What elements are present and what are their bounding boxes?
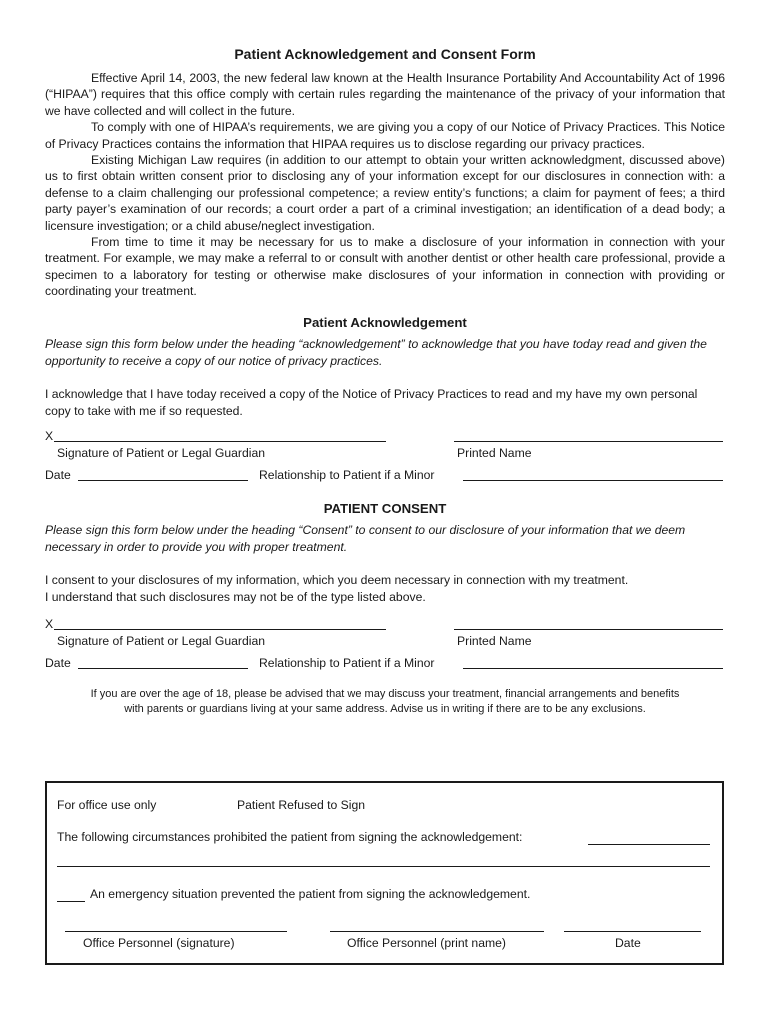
age-notice-line-2: with parents or guardians living at your same address. Advise us in writing if there are to be any exclusions. <box>124 702 646 715</box>
age-notice-line-1: If you are over the age of 18, please be advised that we may discuss your treatment, financial arrangements and benefits <box>90 687 680 700</box>
consent-statement-line-2: I understand that such disclosures may not be of the type listed above. <box>45 589 426 604</box>
printed-name-line[interactable] <box>454 441 723 442</box>
date-line[interactable] <box>78 668 248 669</box>
relationship-label: Relationship to Patient if a Minor <box>259 467 435 482</box>
signature-x-mark: X <box>45 428 54 443</box>
personnel-print-label: Office Personnel (print name) <box>347 936 506 950</box>
personnel-signature-label: Office Personnel (signature) <box>83 936 235 950</box>
circumstances-label: The following circumstances prohibited the patient from signing the acknowledgement: <box>57 830 523 844</box>
consent-date-row <box>45 656 725 674</box>
date-label: Date <box>45 467 71 482</box>
office-use-label: For office use only <box>57 798 157 812</box>
consent-signature-row <box>45 617 725 649</box>
patient-signature-line[interactable] <box>54 629 386 630</box>
signature-x-mark: X <box>45 616 54 631</box>
relationship-label: Relationship to Patient if a Minor <box>259 655 435 670</box>
personnel-signature-line[interactable] <box>65 931 287 932</box>
printed-name-line[interactable] <box>454 629 723 630</box>
office-date-line[interactable] <box>564 931 701 932</box>
consent-statement-line-1: I consent to your disclosures of my information, which you deem necessary in connection with my treatment. <box>45 572 629 587</box>
personnel-print-line[interactable] <box>330 931 544 932</box>
relationship-line[interactable] <box>463 480 723 481</box>
acknowledgement-heading: Patient Acknowledgement <box>303 314 467 330</box>
intro-paragraph-3: Existing Michigan Law requires (in addition to our attempt to obtain your written acknowledgment, discussed above) us to first obtain written consent prior to disclosing any of your information except for our disclosures in connection with: a defense to a claim challenging our professional competence; a review entity’s functions; a claim for payment of fees; a third party payer’s examination of our records; a court order a part of a criminal investigation; an identification of a dead body; a licensure investigation; or a child abuse/neglect investigation. <box>45 153 725 233</box>
form-page <box>45 44 725 717</box>
form-title: Patient Acknowledgement and Consent Form <box>234 46 536 62</box>
patient-signature-line[interactable] <box>54 441 386 442</box>
consent-heading: PATIENT CONSENT <box>323 500 447 516</box>
office-date-label: Date <box>615 936 641 950</box>
intro-paragraph-2: To comply with one of HIPAA’s requirements, we are giving you a copy of our Notice of Privacy Practices. This Notice of Privacy Practices contains the information that HIPAA requires us to disclose regarding our privacy practices. <box>45 120 725 151</box>
signature-label: Signature of Patient or Legal Guardian <box>57 445 266 460</box>
circumstances-line[interactable] <box>588 844 710 845</box>
acknowledgement-instruction: Please sign this form below under the heading “acknowledgement” to acknowledge that you have today read and given the opportunity to receive a copy of our notice of privacy practices. <box>45 336 707 368</box>
emergency-label: An emergency situation prevented the patient from signing the acknowledgement. <box>90 887 531 901</box>
refused-to-sign-label: Patient Refused to Sign <box>237 798 366 812</box>
date-line[interactable] <box>78 480 248 481</box>
intro-paragraph-4: From time to time it may be necessary for us to make a disclosure of your information in connection with your treatment. For example, we may make a referral to or consult with another dentist or other health care professional, provide a specimen to a laboratory for testing or otherwise make disclosures of your information in connection with providing or coordinating your treatment. <box>45 235 725 299</box>
signature-label: Signature of Patient or Legal Guardian <box>57 633 266 648</box>
relationship-line[interactable] <box>463 668 723 669</box>
consent-instruction: Please sign this form below under the heading “Consent” to consent to our disclosure of your information that we deem necessary in order to provide you with proper treatment. <box>45 522 686 554</box>
printed-name-label: Printed Name <box>457 633 532 648</box>
intro-paragraph-1: Effective April 14, 2003, the new federal law known at the Health Insurance Portability And Accountability Act of 1996 (“HIPAA”) requires that this office comply with certain rules regarding the maintenance of the privacy of your information that we have collected and will collect in the future. <box>45 71 725 118</box>
circumstances-line-2[interactable] <box>57 866 710 867</box>
date-label: Date <box>45 655 71 670</box>
acknowledgement-date-row <box>45 468 725 486</box>
acknowledgement-statement: I acknowledge that I have today received a copy of the Notice of Privacy Practices to read and my have my own personal copy to take with me if so requested. <box>45 386 698 418</box>
acknowledgement-signature-row <box>45 429 725 461</box>
office-use-box <box>45 781 724 965</box>
printed-name-label: Printed Name <box>457 445 532 460</box>
emergency-check-line[interactable] <box>57 901 85 902</box>
